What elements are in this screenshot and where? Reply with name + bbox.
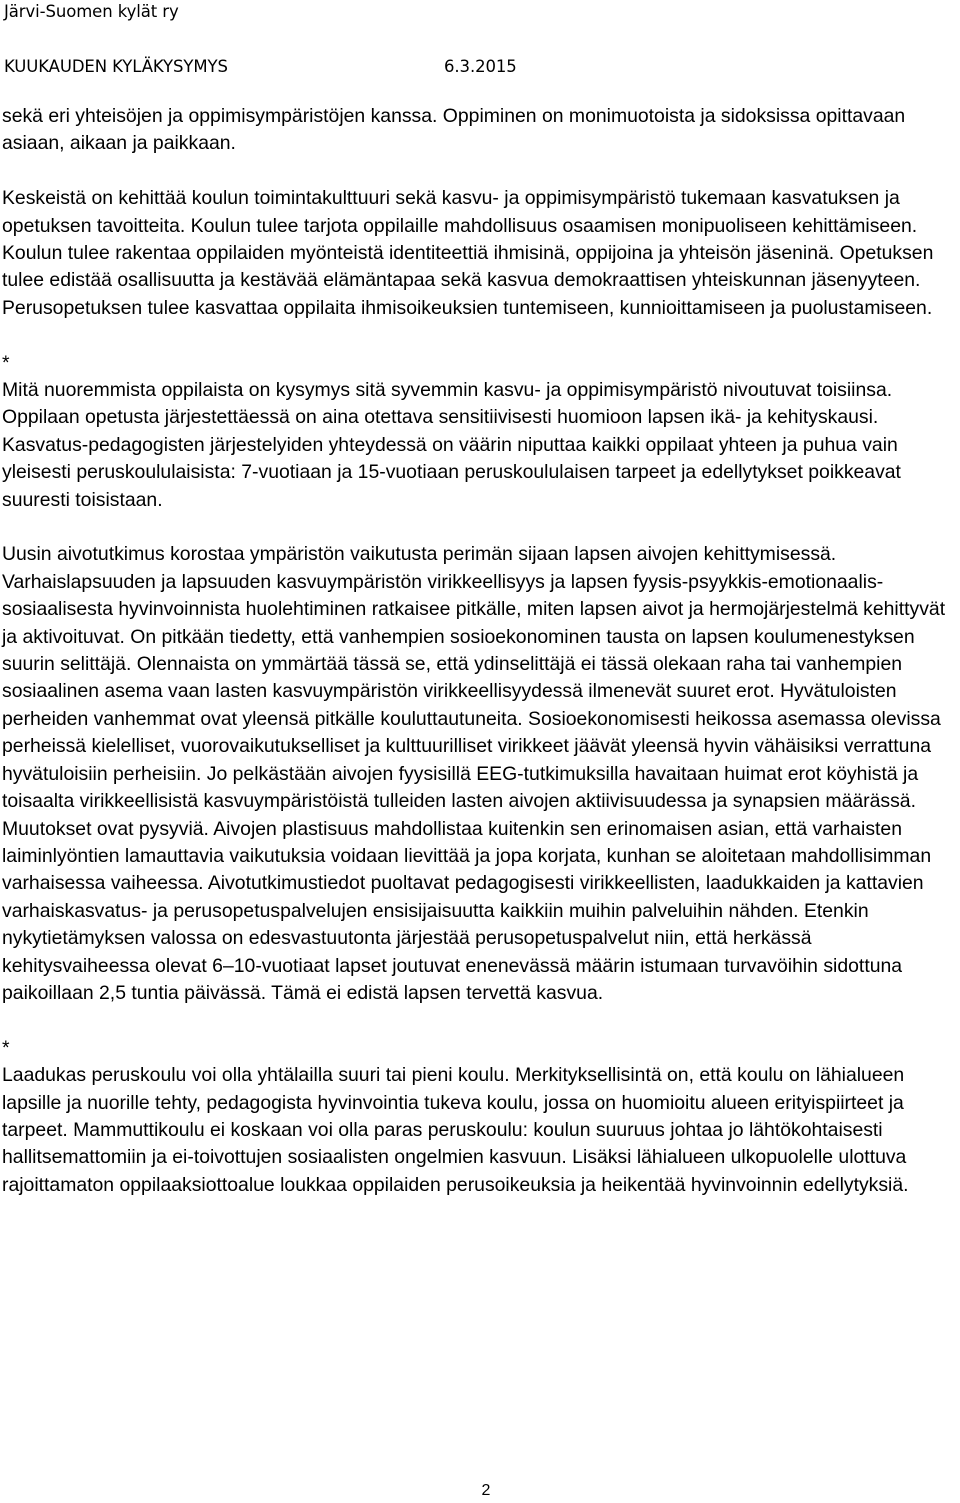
paragraph-1: sekä eri yhteisöjen ja oppimisympäristöjen kanssa. Oppiminen on monimuotoista ja sidoksissa opittavaan asiaan, aikaan ja paikkaan.: [2, 105, 906, 155]
document-body: [2, 103, 958, 1199]
paragraph-5: Laadukas peruskoulu voi olla yhtälailla suuri tai pieni koulu. Merkityksellisintä on, että koulu on lähialueen lapsille ja nuorille tehty, pedagogista hyvinvointia tukeva koulu, jossa on huomioitu alueen erityispiirteet ja tarpeet. Mammuttikoulu ei koskaan voi olla paras peruskoulu: koulun suuruus johtaa jo lähtökohtaisesti hallitsemattomiin ja ei-toivottujen sosiaalisten ongelmien kasvuun. Lisäksi lähialueen ulkopuolelle ulottuva rajoittamaton oppilaaksiottoalue loukkaa oppilaiden perusoikeuksia ja heikentää hyvinvoinnin edellytyksiä.: [2, 1064, 909, 1196]
paragraph-4: Uusin aivotutkimus korostaa ympäristön vaikutusta perimän sijaan lapsen aivojen kehittymisessä. Varhaislapsuuden ja lapsuuden kasvuympäristön virikkeellisyys ja lapsen fyysis-psyykkis-emotionaalis-sosiaalisesta hyvinvoinnista huolehtiminen ratkaisee pitkälle, miten lapsen aivot ja hermojärjestelmä kehittyvät ja aktivoituvat. On pitkään tiedetty, että vanhempien sosioekonominen tausta on lapsen koulumenestyksen suurin selittäjä. Olennaista on ymmärtää tässä se, että ydinselittäjä ei tässä olekaan raha tai vanhempien sosiaalinen asema vaan lasten kasvuympäristön virikkeellisyydessä ilmenevät suuret erot. Hyvätuloisten perheiden vanhemmat ovat yleensä pitkälle kouluttautuneita. Sosioekonomisesti heikossa asemassa olevissa perheissä kielelliset, vuorovaikutukselliset ja kulttuurilliset virikkeet jäävät yleensä hyvin vähäisiksi verrattuna hyvätuloisiin perheisiin. Jo pelkästään aivojen fyysisillä EEG-tutkimuksilla havaitaan huimat erot köyhistä ja toisaalta virikkeellisistä kasvuympäristöistä tulleiden lasten aivojen aktiivisuudessa ja synapsien määrässä. Muutokset ovat pysyviä. Aivojen plastisuus mahdollistaa kuitenkin sen erinomaisen asian, että varhaisten laiminlyöntien lamauttavia vaikutuksia voidaan lievittää ja jopa korjata, kunhan se aloitetaan mahdollisimman varhaisessa vaiheessa. Aivotutkimustiedot puoltavat pedagogisesti virikkeellisten, laadukkaiden ja kattavien varhaiskasvatus- ja perusopetuspalvelujen ensisijaisuutta kaikkiin muihin palveluihin nähden. Etenkin nykytietämyksen valossa on edesvastuutonta järjestää perusopetuspalvelut niin, että herkässä kehitysvaiheessa olevat 6–10-vuotiaat lapset joutuvat enenevässä määrin istumaan turvavöihin sidottuna paikoillaan 2,5 tuntia päivässä. Tämä ei edistä lapsen tervettä kasvua.: [2, 543, 946, 1004]
paragraph-3: Mitä nuoremmista oppilaista on kysymys sitä syvemmin kasvu- ja oppimisympäristö nivoutuvat toisiinsa. Oppilaan opetusta järjestettäessä on aina otettava sensitiivisesti huomioon lapsen ikä- ja kehityskausi. Kasvatus-pedagogisten järjestelyiden yhteydessä on väärin niputtaa kaikki oppilaat yhteen ja puhua vain yleisesti peruskoululaisista: 7-vuotiaan ja 15-vuotiaan peruskoululaisen tarpeet ja edellytykset poikkeavat suuresti toisistaan.: [2, 379, 901, 511]
page-number: 2: [481, 1482, 491, 1499]
paragraph-2: Keskeistä on kehittää koulun toimintakulttuuri sekä kasvu- ja oppimisympäristö tukemaan kasvatuksen ja opetuksen tavoitteita. Koulun tulee tarjota oppilaille mahdollisuus osaamisen monipuoliseen kehittämiseen. Koulun tulee rakentaa oppilaiden myönteistä identiteettiä ihmisinä, oppijoina ja yhteisön jäseninä. Opetuksen tulee edistää osallisuutta ja kestävää elämäntapaa sekä kasvua demokraattisen yhteiskunnan jäsenyyteen. Perusopetuksen tulee kasvattaa oppilaita ihmisoikeuksien tuntemiseen, kunnioittamiseen ja puolustamiseen.: [2, 187, 934, 319]
section-separator-1: *: [2, 351, 10, 374]
document-title: KUUKAUDEN KYLÄKYSYMYS: [4, 57, 228, 76]
organization-name: Järvi-Suomen kylät ry: [4, 2, 179, 21]
section-separator-2: *: [2, 1036, 10, 1059]
document-date: 6.3.2015: [444, 57, 517, 76]
